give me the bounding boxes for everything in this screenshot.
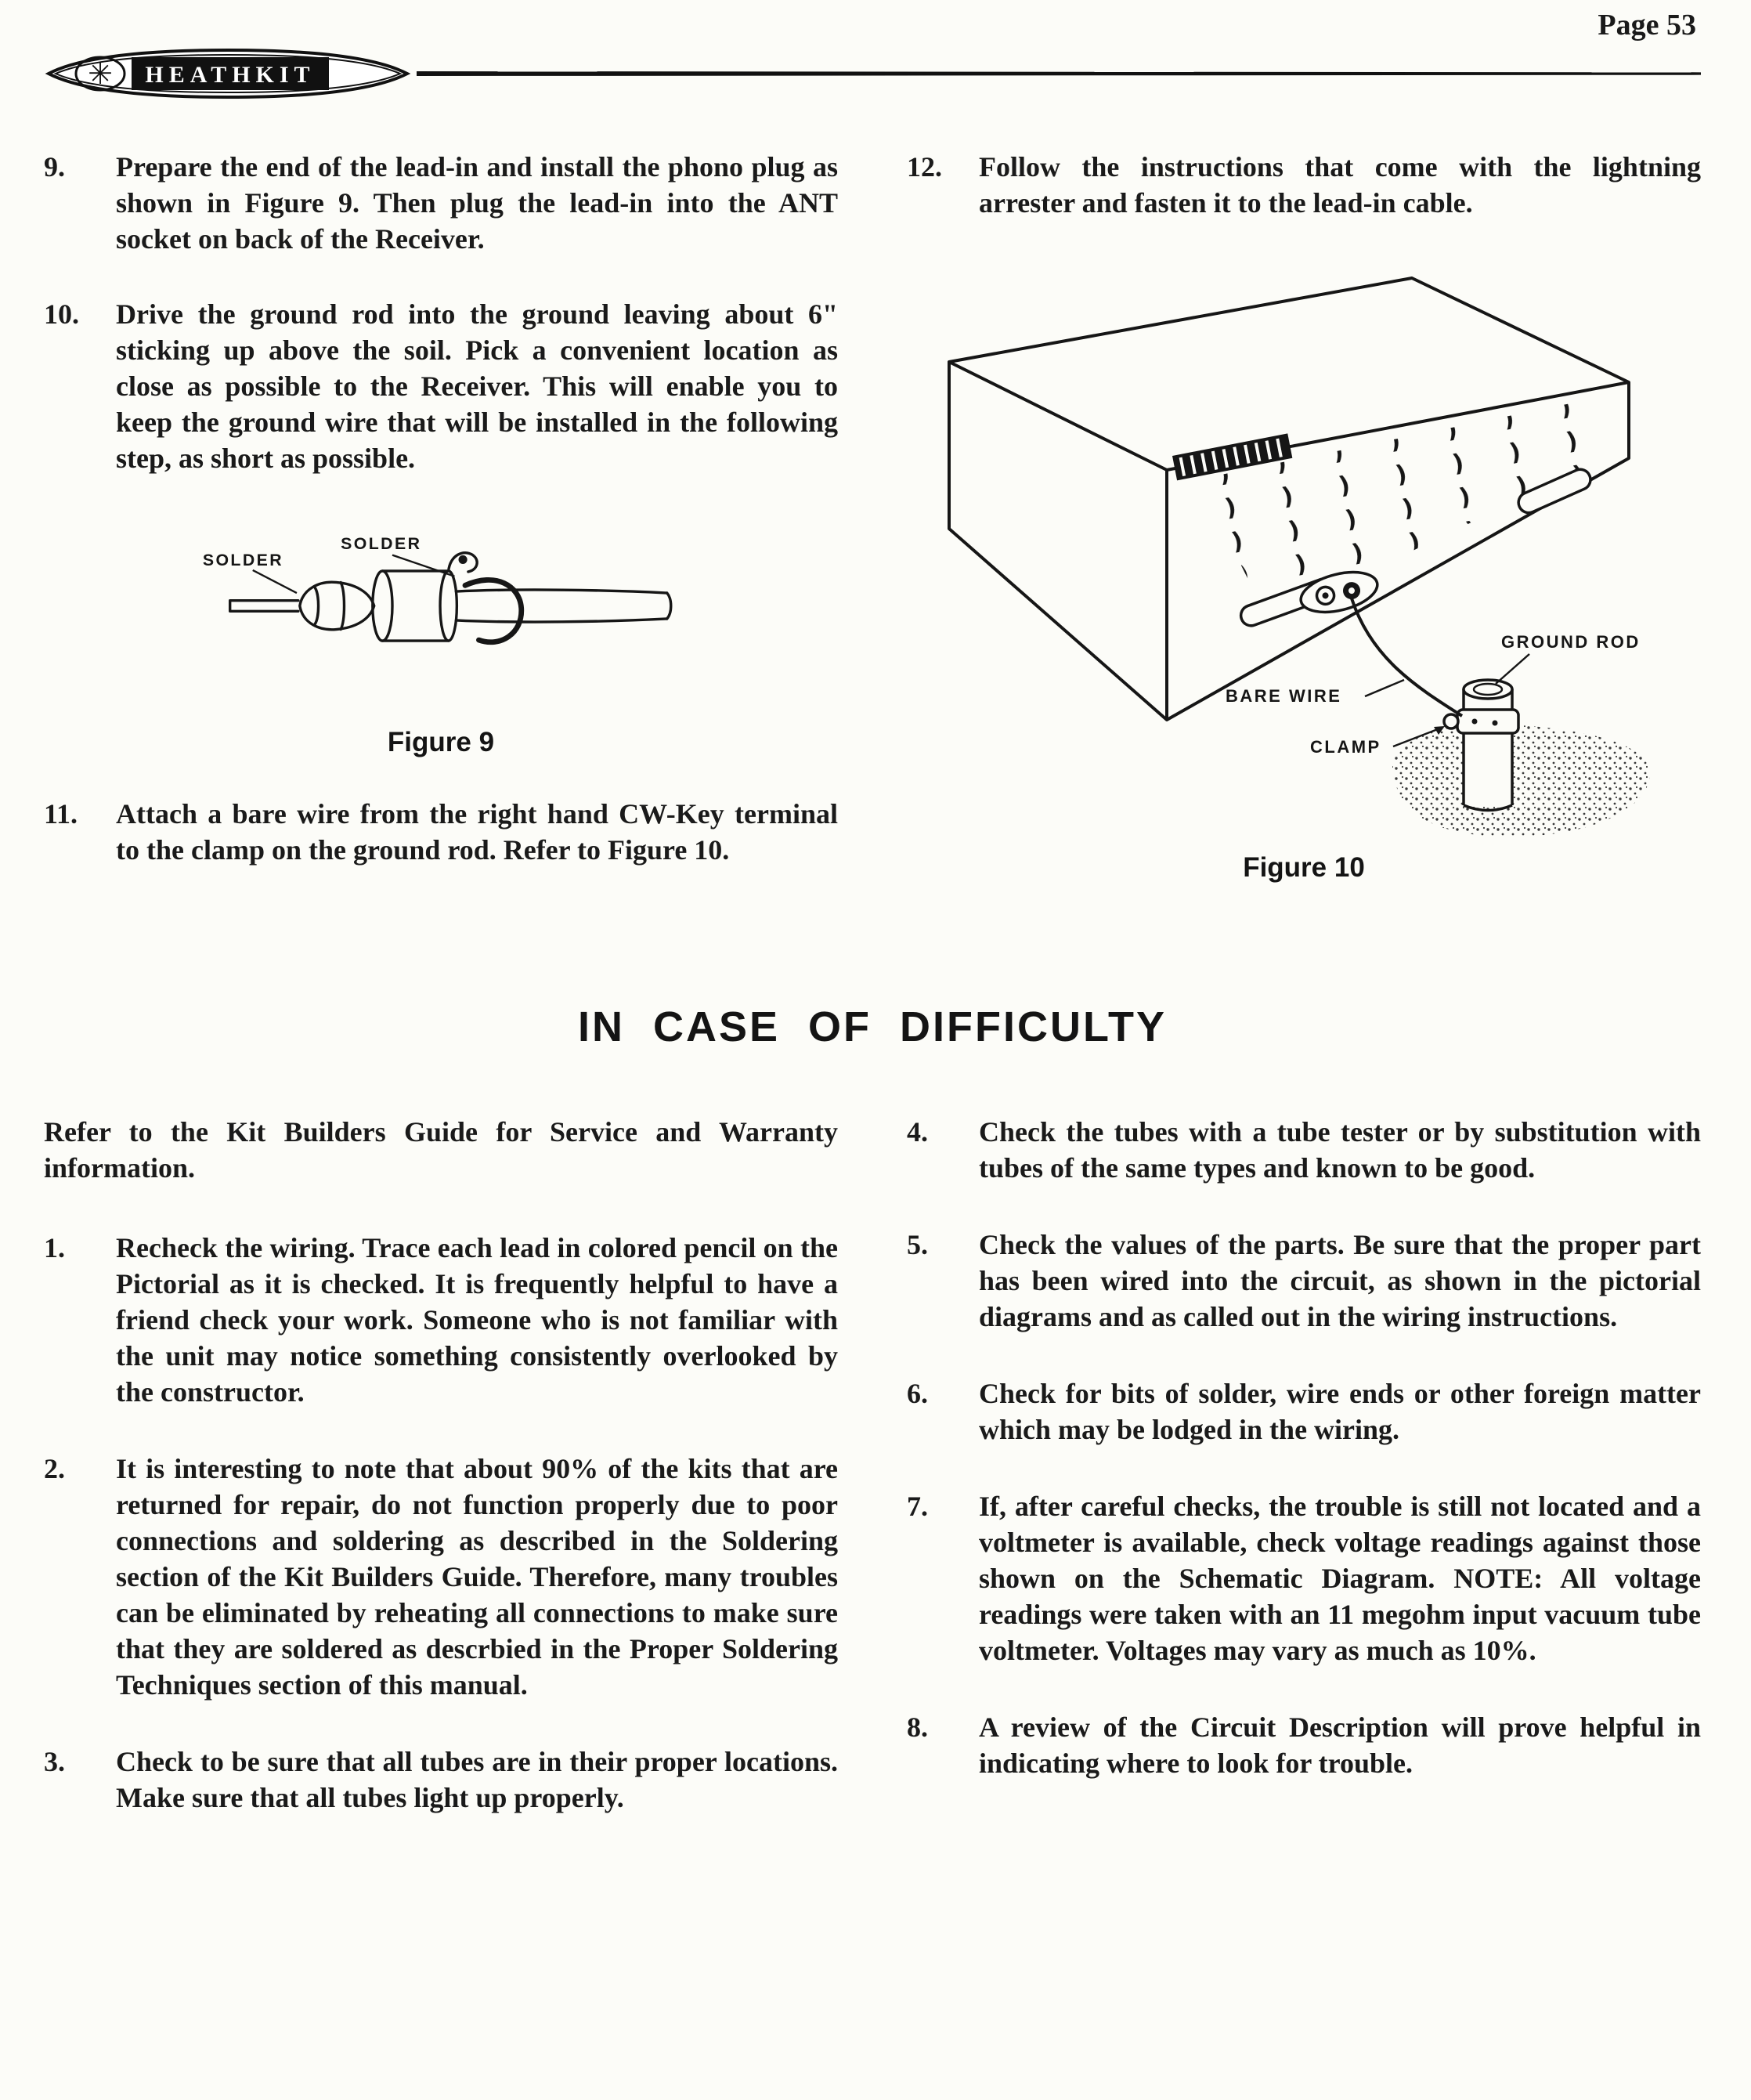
- figure-9: [44, 515, 838, 758]
- ground-rod-label: GROUND ROD: [1501, 632, 1641, 652]
- phono-plug-drawing: [198, 515, 684, 721]
- step-number: 9.: [44, 151, 65, 183]
- item-text: It is interesting to note that about 90% of the kits that are returned for repair, do not function properly due to poor connections and soldering as described in the Soldering section of the Kit Builders Guide. Therefore, many troubles can be eliminated by reheating all connections to make sure that they are soldered as descrbied in the Proper Soldering Techniques section of this manual.: [116, 1453, 838, 1701]
- difficulty-section: [44, 1114, 1701, 1856]
- item-number: 7.: [907, 1491, 928, 1522]
- header-rule: [417, 71, 1701, 76]
- brand-header: [44, 44, 1701, 103]
- instruction-step-12: [907, 149, 1701, 221]
- step-number: 10.: [44, 298, 79, 330]
- instruction-step-11: [44, 796, 838, 868]
- difficulty-left-column: [44, 1114, 838, 1856]
- section-title: IN CASE OF DIFFICULTY: [578, 1003, 1167, 1050]
- ground-stipple: [1392, 724, 1650, 837]
- difficulty-item-6: [907, 1375, 1701, 1448]
- step-number: 12.: [907, 151, 942, 183]
- logo-text: HEATHKIT: [145, 62, 316, 88]
- item-number: 8.: [907, 1711, 928, 1743]
- figure-9-caption: Figure 9: [387, 727, 495, 757]
- heathkit-logo: [44, 45, 412, 103]
- item-number: 1.: [44, 1232, 65, 1263]
- difficulty-item-5: [907, 1227, 1701, 1335]
- step-text: Attach a bare wire from the right hand CW-Key terminal to the clamp on the ground rod. Refer to Figure 10.: [116, 798, 838, 866]
- instruction-step-10: [44, 296, 838, 476]
- difficulty-item-8: [907, 1709, 1701, 1781]
- item-number: 3.: [44, 1746, 65, 1777]
- difficulty-intro: Refer to the Kit Builders Guide for Service and Warranty information.: [44, 1116, 838, 1184]
- solder-label-top: SOLDER: [341, 533, 422, 553]
- page-number: Page 53: [1598, 9, 1696, 42]
- difficulty-item-2: [44, 1451, 838, 1703]
- instruction-step-9: [44, 149, 838, 257]
- bare-wire-label: BARE WIRE: [1226, 686, 1342, 706]
- item-text: Recheck the wiring. Trace each lead in colored pencil on the Pictorial as it is checked. It is frequently helpful to have a friend check your work. Someone who is not familiar with the unit may notice something consistently overlooked by the constructor.: [116, 1232, 838, 1408]
- difficulty-item-7: [907, 1488, 1701, 1668]
- cable: [456, 590, 666, 622]
- bare-wire: [1352, 598, 1462, 716]
- item-text: A review of the Circuit Description will prove helpful in indicating where to look for trouble.: [979, 1711, 1701, 1779]
- receiver-grounding-drawing: [936, 266, 1672, 846]
- item-text: Check to be sure that all tubes are in their proper locations. Make sure that all tubes light up properly.: [116, 1746, 838, 1813]
- item-number: 2.: [44, 1453, 65, 1484]
- steps-right-column: [907, 149, 1701, 921]
- difficulty-right-column: [907, 1114, 1701, 1856]
- steps-left-column: [44, 149, 838, 921]
- item-text: If, after careful checks, the trouble is still not located and a voltmeter is available, check voltage readings against those shown on the Schematic Diagram. NOTE: All voltage readings were taken with an 11 megohm input vacuum tube voltmeter. Voltages may vary as much as 10%.: [979, 1491, 1701, 1666]
- difficulty-item-3: [44, 1744, 838, 1816]
- figure-10-caption: Figure 10: [1243, 852, 1365, 883]
- item-number: 5.: [907, 1229, 928, 1260]
- figure-10: [907, 266, 1701, 884]
- item-number: 4.: [907, 1116, 928, 1148]
- plug-center-pin: [230, 601, 298, 612]
- difficulty-item-4: [907, 1114, 1701, 1186]
- solder-label-left: SOLDER: [202, 551, 284, 570]
- clamp-label: CLAMP: [1310, 737, 1381, 757]
- item-text: Check the values of the parts. Be sure that the proper part has been wired into the circuit, as shown in the pictorial diagrams and as called out in the wiring instructions.: [979, 1229, 1701, 1332]
- step-number: 11.: [44, 798, 78, 830]
- item-text: Check for bits of solder, wire ends or other foreign matter which may be lodged in the wiring.: [979, 1378, 1701, 1445]
- item-number: 6.: [907, 1378, 928, 1409]
- step-text: Prepare the end of the lead-in and install the phono plug as shown in Figure 9. Then plug the lead-in into the ANT socket on back of the Receiver.: [116, 151, 838, 255]
- item-text: Check the tubes with a tube tester or by substitution with tubes of the same types and known to be good.: [979, 1116, 1701, 1184]
- assembly-steps-section: [44, 149, 1701, 921]
- step-text: Follow the instructions that come with the lightning arrester and fasten it to the lead-in cable.: [979, 151, 1701, 219]
- difficulty-item-1: [44, 1230, 838, 1410]
- step-text: Drive the ground rod into the ground leaving about 6" sticking up above the soil. Pick a convenient location as close as possible to the Receiver. This will enable you to keep the ground wire that will be installed in the following step, as short as possible.: [116, 298, 838, 474]
- svg-text:✳: ✳: [88, 58, 113, 91]
- ground-rod: [1464, 680, 1512, 811]
